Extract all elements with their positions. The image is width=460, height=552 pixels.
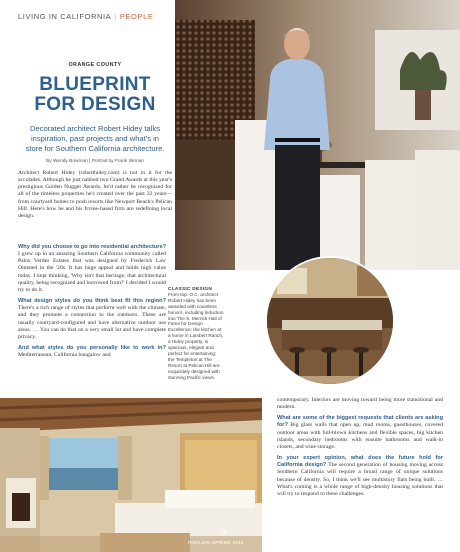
bedroom-photo (0, 398, 262, 552)
question: What are some of the biggest requests that clients are asking for? (277, 415, 443, 429)
question: And what styles do you personally like to work in? (18, 345, 166, 352)
headline-line-1: BLUEPRINT (39, 74, 151, 95)
answer: Mediterranean, California bungalow and (18, 352, 111, 359)
question: In your expert opinion, what does the future hold for California design? (277, 455, 443, 469)
question: Why did you choose to go into residential architecture? (18, 244, 166, 250)
headline-line-2: FOR DESIGN (34, 94, 156, 115)
byline: By Wendy Bowman | Portrait by Frank Iskman (46, 159, 144, 164)
answer: Big glass walls that open up, mud rooms, guesthouses, covered outdoor areas with full-blown kitchens and flexible spaces, big kitchen islands, secondary bedrooms with ensuite bathrooms and walk-in closets, and wine storage. (277, 422, 444, 450)
section-header (18, 12, 153, 21)
header-separator: | (114, 12, 117, 21)
section-label: LIVING IN CALIFORNIA (18, 12, 112, 21)
headline (18, 75, 172, 115)
caption-text: From top: O.C. architect Robert Hidey has been awarded with countless honors, including induction into The S. Merrick Hall of Fame for Design Excellence; the kitchen at a home in Lambert Ranch, a Hidey property, is spacious, elegant and perfect for entertaining; the Templeton at The Resort at Pelican Hill are exquisitely designed with stunning Pacific views. (168, 291, 224, 380)
qa-item (18, 298, 166, 341)
page-number: 74 (220, 531, 227, 537)
qa-right-column (277, 397, 443, 502)
intro-paragraph: Architect Robert Hidey (roberthidey.com) is not in it for the accolades. Although he just nabbed two Grand Awards at this year's prestigious Golden Nugget Awards, he'd rather be recognized for all of the timeless properties he's created over the past 32 years—from courtyard homes to posh resorts like Newport Beach's Pelican Hill. Here's how he and his Irvine-based firm are redefining local design. (18, 170, 172, 219)
qa-item (277, 415, 443, 451)
dek: Decorated architect Robert Hidey talks inspiration, past projects and what's in store for Southern California architecture. (25, 124, 165, 153)
subsection-label: PEOPLE (119, 12, 154, 21)
kitchen-photo (265, 256, 395, 386)
answer: There's a rich range of styles that perform well with the climate, and they promote a connection to the outdoors. These are usually courtyard-configured and have alternative outdoor use areas. … You can do that on a very small lot and have complete privacy. (18, 305, 166, 340)
answer: The second generation of housing moving across Southern California will require a broad range of unique solutions because of density. So, I think we'll see multistory flats being built. … What's coming is a whole range of high-density housing solutions that will try to respond to these challenges. (277, 462, 443, 497)
qa-left-column (18, 244, 166, 363)
portrait-photo (175, 0, 460, 270)
qa-item (18, 244, 166, 294)
question: What design styles do you think best fit this region? (18, 298, 166, 305)
kicker: ORANGE COUNTY (68, 62, 122, 68)
caption-title: CLASSIC DESIGN (168, 286, 213, 291)
answer: I grew up in an amazing Southern California community called Palos Verdes Estates that was designed by Frederick Law Olmsted in the '20s. It has huge appeal and holds high value today. I kept thinking, 'Why isn't that heritage, that architectural quality, being recognized and borrowed from?' I decided I would try to do it. (18, 251, 166, 293)
qa-item (18, 345, 166, 359)
qa-item (277, 455, 443, 498)
issue-label: PAVILION SPRING 2014 (188, 540, 244, 545)
photo-caption (168, 286, 224, 381)
continuation-text: contemporary. Interiors are moving toward being more transitional and modern. (277, 397, 443, 411)
